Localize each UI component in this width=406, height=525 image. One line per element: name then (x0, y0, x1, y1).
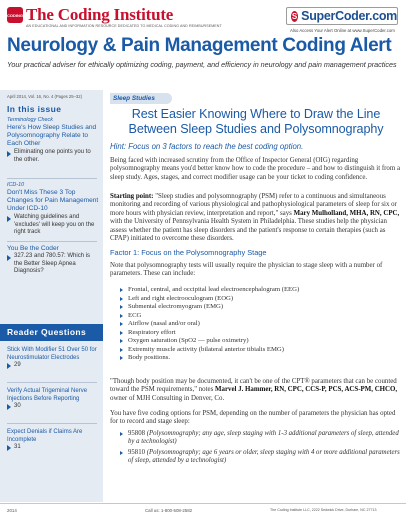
triangle-bullet-icon (7, 255, 11, 261)
list-item: Airflow (nasal and/or oral) (120, 320, 402, 329)
triangle-bullet-icon (120, 348, 123, 352)
code-item: 95808 (Polysomnography; any age, sleep staging with 1-3 additional parameters of sleep, attended by a technologist) (120, 430, 402, 447)
in-this-issue-heading: In this issue (7, 104, 62, 114)
reader-question-page: 30 (14, 403, 21, 410)
sidebar-divider (7, 423, 97, 424)
reader-questions-heading: Reader Questions (0, 324, 103, 341)
reader-question-page: 31 (14, 444, 21, 451)
footer-address: The Coding Institute LLC, 2222 Sedwick Drive, Durham, NC 27713 (270, 508, 377, 512)
triangle-bullet-icon (120, 297, 123, 301)
starting-point-label: Starting point: (110, 193, 154, 200)
triangle-bullet-icon (120, 451, 123, 455)
triangle-bullet-icon (120, 322, 123, 326)
article-category-tab: Sleep Studies (110, 93, 172, 104)
sidebar-divider (7, 178, 97, 179)
institute-logo (7, 5, 173, 24)
list-item: Body positions. (120, 354, 402, 363)
alert-subtitle: Your practical adviser for ethically optimizing coding, payment, and efficiency in neurology and pain management practices (7, 60, 397, 69)
triangle-bullet-icon (120, 288, 123, 292)
list-item: Oxygen saturation (SpO2 — pulse oximetry) (120, 337, 402, 346)
triangle-bullet-icon (120, 339, 123, 343)
triangle-bullet-icon (120, 356, 123, 360)
sidebar-item-you-be-the-coder[interactable] (7, 245, 99, 276)
triangle-bullet-icon (7, 404, 11, 410)
triangle-bullet-icon (120, 305, 123, 309)
factor-heading: Factor 1: Focus on the Polysomnography Stage (110, 248, 267, 257)
cpt-code: 95810 (128, 448, 145, 456)
sidebar-item-bullet: Eliminating one points you to the other. (7, 149, 99, 164)
code-item: 95810 (Polysomnography; age 6 years or older, sleep staging with 4 or more additional parameters of sleep, attended by a technologist) (120, 449, 402, 466)
institute-tagline: AN EDUCATIONAL AND INFORMATION RESOURCE DEDICATED TO MEDICAL CODING AND REIMBURSEMENT (26, 24, 222, 28)
sidebar-divider (7, 382, 97, 383)
supercoder-s-icon: S (291, 11, 298, 21)
sidebar-divider (7, 241, 97, 242)
factor-intro: Note that polysomnography tests will usually require the physician to stage sleep with a number of parameters. These can include: (110, 262, 383, 278)
reader-question-item[interactable]: Expect Denials if Claims Are Incomplete 31 (7, 429, 83, 451)
sidebar-item-terminology[interactable] (7, 117, 99, 164)
list-item: Frontal, central, and occipital lead electroencephalogram (EEG) (120, 286, 402, 295)
list-item: Submental electromyogram (EMG) (120, 303, 402, 312)
sidebar-item-bullet: Watching guidelines and 'excludes' will keep you on the right track (7, 214, 99, 237)
sidebar-item-heading: Here's How Sleep Studies and Polysomnography Relate to Each Other (7, 124, 97, 147)
sidebar-item-icd10[interactable] (7, 182, 99, 237)
footer-divider (0, 503, 406, 504)
triangle-bullet-icon (120, 432, 123, 436)
triangle-bullet-icon (7, 363, 11, 369)
triangle-bullet-icon (120, 331, 123, 335)
codes-intro: You have five coding options for PSM, depending on the number of parameters the physician has opted for to record and stage sleep: (110, 410, 396, 426)
triangle-bullet-icon (7, 216, 11, 222)
list-item: ECG (120, 312, 402, 321)
triangle-bullet-icon (7, 151, 11, 157)
list-item: Respiratory effort (120, 329, 402, 338)
reader-question-item[interactable]: Stick With Modifier 51 Over 50 for Neurostimulator Electrodes 29 (7, 347, 97, 369)
footer-phone: Call us: 1-800-508-2582 (145, 508, 193, 513)
sidebar-item-category: ICD-10 (7, 182, 25, 188)
supercoder-subtitle: Also Access Your Alert Online at www.SuperCoder.com (290, 28, 395, 33)
quote-expert-name: Marvel J. Hammer, RN, CPC, CCS-P, PCS, ACS-PM, CHCO, (215, 386, 398, 394)
expert-name: Mary Mulholland, MHA, RN, CPC, (293, 209, 400, 217)
article-title: Rest Easier Knowing Where to Draw the Line Between Sleep Studies and Polysomnography (128, 107, 384, 136)
issue-date: April 2014, Vol. 16, No. 4 (Pages 25–32) (7, 94, 82, 99)
parameter-list (120, 286, 402, 363)
article-starting-point: Starting point: "Sleep studies and polysomnography (PSM) refer to a continuous and simultaneous monitoring and recording of various physiological and pathophysiological parameters of sleep for six or more hours with physician review, interpretation and report," says Mary Mulholland, MHA, RN, CPC, with the University of Pennsylvania Health System in Philadelphia. These studies help the physician assess whether the patient has sleep disorders and the patient's response to certain therapies (such as CPAP) initiated to overcome these disorders. (110, 193, 400, 243)
sidebar-item-bullet: 327.23 and 780.57: Which is the Better Sleep Apnea Diagnosis? (7, 253, 99, 276)
coding-logo-icon: CODING (7, 7, 23, 23)
institute-name: The Coding Institute (26, 5, 174, 24)
list-item: Left and right electrooculogram (EOG) (120, 295, 402, 304)
reader-question-item[interactable]: Verify Actual Trigeminal Nerve Injections Before Reporting 30 (7, 388, 88, 410)
masthead (0, 0, 406, 86)
list-item: Extremity muscle activity (bilateral anterior tibialis EMG) (120, 346, 402, 355)
triangle-bullet-icon (120, 314, 123, 318)
reader-question-page: 29 (14, 362, 21, 369)
footer-year: 2014 (7, 508, 17, 513)
supercoder-name: SuperCoder.com (301, 9, 397, 23)
triangle-bullet-icon (7, 445, 11, 451)
sidebar (0, 90, 103, 502)
article-quote: "Though body position may be documented, it can't be one of the CPT® parameters that can be counted toward the PSM requirements," notes Marvel J. Hammer, RN, CPC, CCS-P, PCS, ACS-PM, CHCO, owner of MJH Consulting in Denver, Co. (110, 378, 398, 402)
article-hint: Hint: Focus on 3 factors to reach the best coding option. (110, 142, 304, 151)
sidebar-item-heading: Don't Miss These 3 Top Changes for Pain Management Under ICD-10 (7, 189, 99, 212)
cpt-code: 95808 (128, 430, 145, 437)
article-intro: Being faced with increased scrutiny from the Office of Inspector General (OIG) regarding polysomnography means you'd better know how to code the procedure – and how to distinguish it from a sleep study. Ages, stages, and correct modifier usage can be your ticket to coding confidence. (110, 157, 401, 181)
sidebar-item-category: Terminology Check (7, 117, 53, 123)
sidebar-item-category: You Be the Coder (7, 245, 59, 252)
code-list (120, 430, 402, 468)
alert-title: Neurology & Pain Management Coding Alert (7, 35, 392, 56)
supercoder-logo[interactable] (286, 7, 398, 25)
